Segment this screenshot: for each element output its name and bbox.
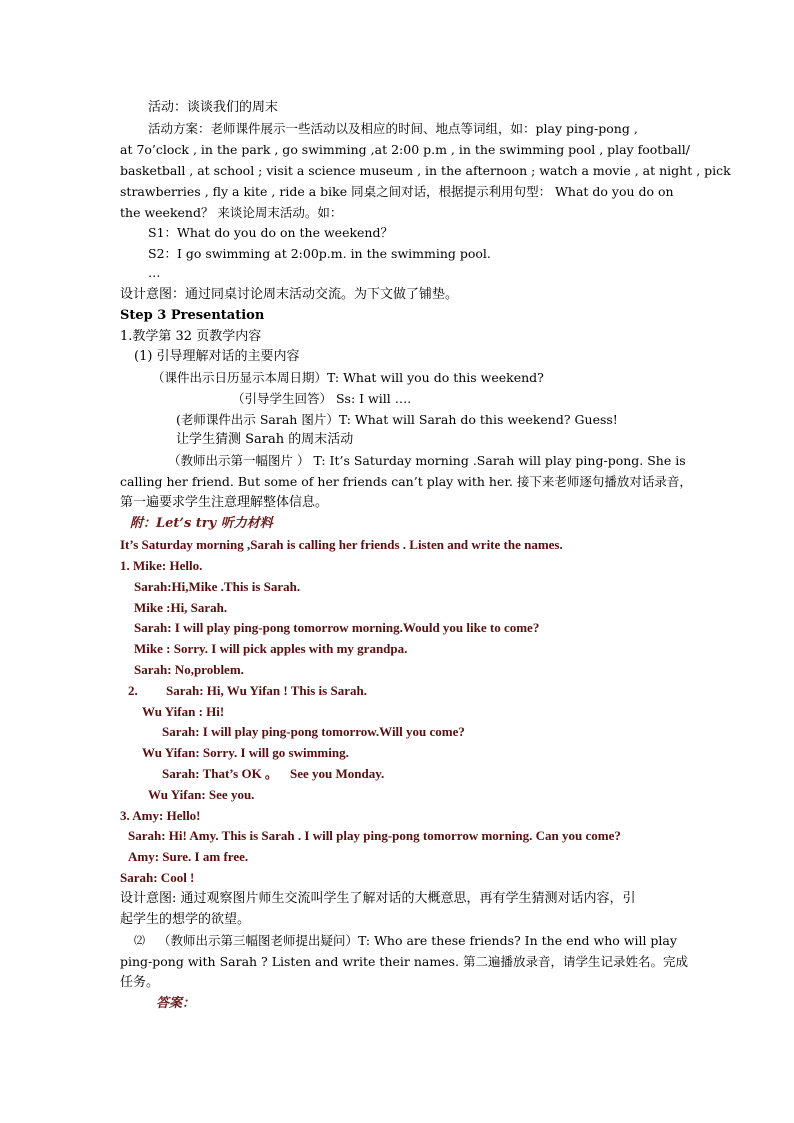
teach-item-1: 1.教学第 32 页教学内容 [120, 329, 262, 344]
ellipsis: … [148, 265, 161, 280]
dialog-line: Sarah: Hi, Wu Yifan ! This is Sarah. [166, 683, 367, 698]
dialog-line: Sarah: Cool ! [120, 870, 195, 885]
activity-plan-line: at 7o’clock , in the park , go swimming ,at 2:00 p.m , in the swimming pool , play football/ [120, 142, 690, 157]
part2-line: （教师出示第三幅图老师提出疑问）T: Who are these friends? In the end who will play [158, 933, 677, 948]
design-intent-2-cont: 起学生的想学的欲望。 [120, 912, 251, 927]
dialog-line: Wu Yifan: Sorry. I will go swimming. [142, 745, 349, 760]
activity-plan-line: 活动方案：老师课件展示一些活动以及相应的时间、地点等词组，如：play ping-pong , [148, 121, 638, 136]
example-s2: S2：I go swimming at 2:00p.m. in the swimming pool. [148, 246, 491, 261]
dialog-line: 3. Amy: Hello! [120, 808, 201, 823]
dialog-line: See you Monday. [290, 766, 385, 781]
example-s1: S1：What do you do on the weekend？ [148, 225, 393, 240]
answer-label: 答案： [156, 996, 196, 1011]
activity-plan-line: strawberries , fly a kite , ride a bike 同桌之间对话，根据提示利用句型： What do you do on [120, 184, 674, 199]
part2-line: 任务。 [120, 975, 160, 990]
appendix-label: 附：Let’s try 听力材料 [130, 516, 273, 531]
line-guide-answer: （引导学生回答） Ss: I will …. [232, 391, 412, 406]
part2-line: ping-pong with Sarah ? Listen and write their names. 第二遍播放录音，请学生记录姓名。完成 [120, 954, 688, 969]
dialog-line: Sarah: Hi! Amy. This is Sarah . I will play ping-pong tomorrow morning. Can you come? [128, 828, 621, 843]
part2-marker: ⑵ [134, 934, 145, 947]
dialog-line: Mike : Sorry. I will pick apples with my grandpa. [134, 641, 408, 656]
line-guess: 让学生猜测 Sarah 的周末活动 [176, 432, 354, 447]
dialog-line: Sarah:Hi,Mike .This is Sarah. [134, 579, 301, 594]
line-sarah-picture: (老师课件出示 Sarah 图片）T: What will Sarah do this weekend? Guess! [176, 412, 618, 427]
design-intent-1: 设计意图：通过同桌讨论周末活动交流。为下文做了铺垫。 [120, 287, 459, 302]
para-line: calling her friend. But some of her friends can’t play with her. 接下来老师逐句播放对话录音， [120, 474, 692, 489]
dialog-line: Mike :Hi, Sarah. [134, 600, 228, 615]
dialog-line: 1. Mike: Hello. [120, 558, 203, 573]
dialog-line: Sarah: No,problem. [134, 662, 244, 677]
dialog-number: 2. [128, 683, 138, 698]
para-line: 第一遍要求学生注意理解整体信息。 [120, 495, 329, 510]
dialog-line: Sarah: That’s OK 。 [162, 766, 278, 781]
dialog-line: Wu Yifan: See you. [148, 787, 255, 802]
design-intent-2: 设计意图: 通过观察图片师生交流叫学生了解对话的大概意思，再有学生猜测对话内容，引 [120, 891, 636, 906]
listening-intro: It’s Saturday morning ,Sarah is calling her friends . Listen and write the names. [120, 537, 563, 552]
dialog-line: Sarah: I will play ping-pong tomorrow.Will you come? [162, 724, 465, 739]
dialog-line: Amy: Sure. I am free. [128, 849, 249, 864]
dialog-line: Wu Yifan : Hi! [142, 704, 225, 719]
activity-plan-line: basketball , at school ; visit a science museum , in the afternoon ; watch a movie , at night , pick [120, 163, 731, 178]
para-line: （教师出示第一幅图片 ） T: It’s Saturday morning .Sarah will play ping-pong. She is [168, 453, 686, 468]
activity-title: 活动：谈谈我们的周末 [148, 100, 279, 115]
dialog-line: Sarah: I will play ping-pong tomorrow morning.Would you like to come? [134, 620, 540, 635]
sub-item-1: (1) 引导理解对话的主要内容 [134, 349, 300, 364]
line-calendar: （课件出示日历显示本周日期）T: What will you do this weekend? [152, 370, 544, 385]
step3-heading: Step 3 Presentation [120, 308, 265, 323]
activity-plan-line: the weekend？ 来谈论周末活动。如： [120, 205, 343, 220]
